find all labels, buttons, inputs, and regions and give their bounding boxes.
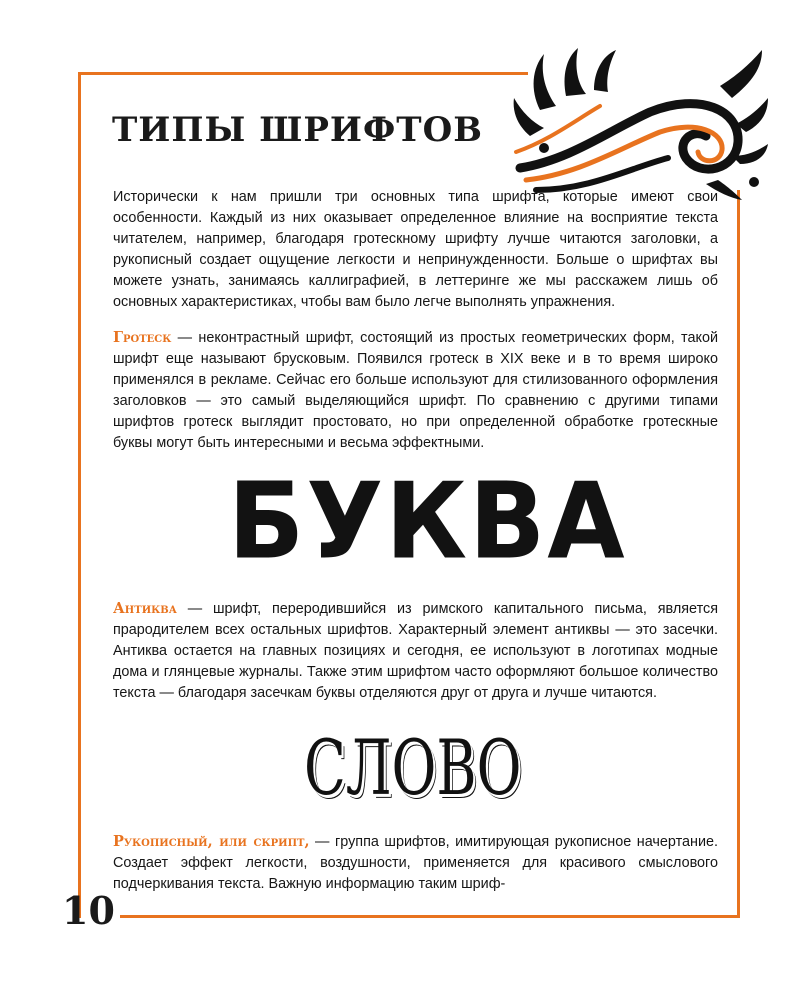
- grotesk-paragraph: [113, 327, 718, 454]
- frame-bottom-border: [120, 915, 740, 918]
- script-description: — группа шрифтов, имитирующая рукописное начертание. Создает эффект легкости, воздушности, применяется для красивого смыслового подчеркивания текста. Важную информацию таким шриф-: [113, 834, 718, 892]
- antiqua-description: — шрифт, переродившийся из римского капитального письма, является прародителем всех остальных шрифтов. Характерный элемент антиквы — это засечки. Антиква остается на главных позициях и сегодня, ее используют в логотипах модные дома и глянцевые журналы. Также этим шрифтом часто оформляют большое количество текста — благодаря засечкам буквы отделяются друг от друга и лучше читаются.: [113, 601, 718, 701]
- antiqua-term: Антиква: [113, 600, 177, 617]
- grotesk-description: — неконтрастный шрифт, состоящий из простых геометрических форм, такой шрифт еще называют брусковым. Появился гротеск в XIX веке и в то время широко применялся в рекламе. Сейчас его больше используют для стилизованного оформления заголовков — это самый выделяющийся шрифт. По сравнению с другими типами шрифтов гротеск выглядит простовато, но при определенной обработке гротескные буквы могут быть интересными и весьма эффектными.: [113, 330, 718, 451]
- script-term: Рукописный, или скрипт,: [113, 833, 310, 850]
- swirl-ornament-icon: [500, 40, 770, 200]
- grotesk-sample-word: БУКВА: [228, 460, 627, 583]
- page-number: 10: [62, 888, 115, 933]
- grotesk-term: Гротеск: [113, 329, 172, 346]
- intro-paragraph: Исторически к нам пришли три основных типа шрифта, которые имеют свои особенности. Каждый из них оказывает определенное влияние на восприятие текста читателем, например, благодаря гротескному шрифту лучше читаются заголовки, а рукописный создает ощущение легкости и непринужденности. Больше о шрифтах вы можете узнать, занимаясь каллиграфией, в леттеринге же мы расскажем лишь об основных характеристиках, чтобы вам было легче выполнять упражнения.: [113, 189, 718, 310]
- frame-left-border: [78, 72, 81, 918]
- antiqua-paragraph: [113, 598, 718, 704]
- script-paragraph: [113, 831, 718, 895]
- frame-right-border: [737, 190, 740, 918]
- frame-top-border: [78, 72, 528, 75]
- page-title: ТИПЫ ШРИФТОВ: [112, 110, 483, 150]
- antiqua-sample-word: СЛОВО: [304, 723, 522, 812]
